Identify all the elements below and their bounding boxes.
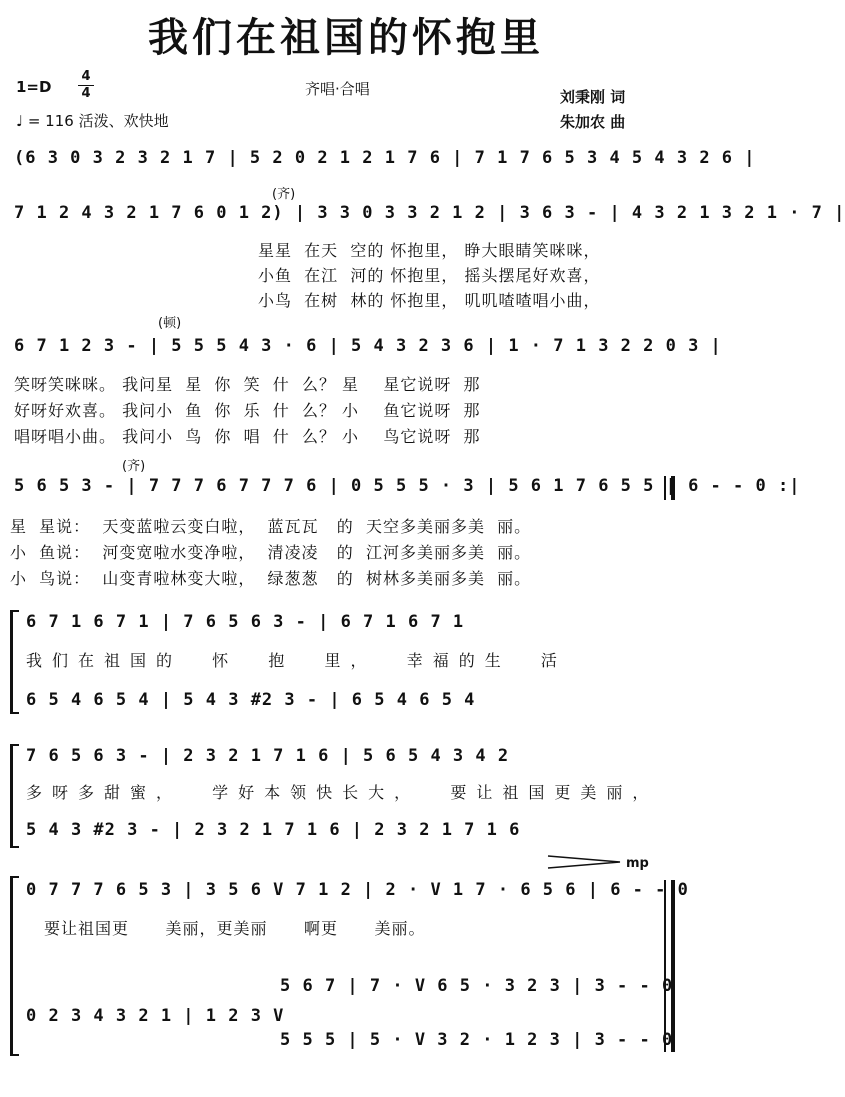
ending-bottom-staff: 0 2 3 4 3 2 1 | 1 2 3 V (26, 1006, 285, 1026)
repeat-end-barline (664, 476, 675, 500)
verse3-lyric-1: 星 星说： 天变蓝啦云变白啦， 蓝瓦瓦 的 天空多美丽多美 丽。 (10, 517, 532, 536)
lyricist-credit: 刘秉刚 词 (560, 88, 626, 106)
ending-alt-voice-a: 5 6 7 | 7 · V 6 5 · 3 2 3 | 3 - - 0 (280, 976, 674, 996)
ending-lyric: 要让祖国更 美丽，更美丽 啊更 美丽。 (44, 919, 426, 938)
system-brace-1 (10, 610, 19, 714)
system-brace-3 (10, 876, 19, 1056)
score-row-4: 5 6 5 3 - | 7 7 7 6 7 7 7 6 | 0 5 5 5 · 3 | 5 6 1 7 6 5 5 | 6 - - 0 :| (14, 476, 801, 496)
verse1-lyric-1: 星星 在天 空的 怀抱里， 睁大眼睛笑咪咪， (258, 241, 601, 260)
dynamic-mark: mp (626, 856, 649, 871)
composer-credit: 朱加农 曲 (560, 113, 626, 131)
score-row-3: 6 7 1 2 3 - | 5 5 5 4 3 · 6 | 5 4 3 2 3 6 | 1 · 7 1 3 2 2 0 3 | (14, 336, 722, 356)
score-row-intro-1: (6 3 0 3 2 3 2 1 7 | 5 2 0 2 1 2 1 7 6 | 7 1 7 6 5 3 4 5 4 3 2 6 | (14, 148, 756, 168)
mark-unison-2: (齐) (122, 459, 146, 474)
chorus1-bottom-staff: 6 5 4 6 5 4 | 5 4 3 #2 3 - | 6 5 4 6 5 4 (26, 690, 476, 710)
verse1-lyric-3: 小鸟 在树 林的 怀抱里， 叽叽喳喳唱小曲， (258, 291, 601, 310)
chorus1-lyric: 我们在祖国的 怀 抱 里， 幸福的生 活 (26, 651, 567, 670)
time-signature-bottom: 4 (81, 86, 91, 101)
score-row-intro-2: 7 1 2 4 3 2 1 7 6 0 1 2) | 3 3 0 3 3 2 1 2 | 3 6 3 - | 4 3 2 1 3 2 1 · 7 | (14, 203, 845, 223)
key-signature: 1=D (16, 78, 52, 96)
decrescendo-hairpin (548, 854, 622, 870)
ending-alt-voice-b: 5 5 5 | 5 · V 3 2 · 1 2 3 | 3 - - 0 (280, 1030, 674, 1050)
verse2-lyric-1: 笑呀笑咪咪。 我问星 星 你 笑 什 么？ 星 星它说呀 那 (14, 375, 481, 394)
chorus2-top-staff: 7 6 5 6 3 - | 2 3 2 1 7 1 6 | 5 6 5 4 3 4 2 (26, 746, 510, 766)
song-title: 我们在祖国的怀抱里 (148, 14, 544, 61)
time-signature-top: 4 (81, 69, 91, 84)
final-barline (664, 880, 675, 1052)
chorus1-top-staff: 6 7 1 6 7 1 | 7 6 5 6 3 - | 6 7 1 6 7 1 (26, 612, 465, 632)
mark-pause: (顿) (158, 316, 182, 331)
verse2-lyric-3: 唱呀唱小曲。 我问小 鸟 你 唱 什 么？ 小 鸟它说呀 那 (14, 427, 481, 446)
time-signature (78, 70, 94, 101)
verse2-lyric-2: 好呀好欢喜。 我问小 鱼 你 乐 什 么？ 小 鱼它说呀 那 (14, 401, 481, 420)
verse3-lyric-3: 小 鸟说： 山变青啦林变大啦， 绿葱葱 的 树林多美丽多美 丽。 (10, 569, 532, 588)
ending-top-staff: 0 7 7 7 6 5 3 | 3 5 6 V 7 1 2 | 2 · V 1 7 · 6 5 6 | 6 - - 0 (26, 880, 689, 900)
chorus2-bottom-staff: 5 4 3 #2 3 - | 2 3 2 1 7 1 6 | 2 3 2 1 7 1 6 (26, 820, 521, 840)
chorus2-lyric: 多呀多甜蜜， 学好本领快长大， 要让祖国更美丽， (26, 783, 659, 802)
mark-unison-1: (齐) (272, 187, 296, 202)
verse1-lyric-2: 小鱼 在江 河的 怀抱里， 摇头摆尾好欢喜， (258, 266, 601, 285)
verse3-lyric-2: 小 鱼说： 河变宽啦水变净啦， 清凌凌 的 江河多美丽多美 丽。 (10, 543, 532, 562)
tempo-marking: ♩ = 116 活泼、欢快地 (16, 112, 169, 130)
system-brace-2 (10, 744, 19, 848)
performance-mode: 齐唱·合唱 (305, 80, 370, 98)
